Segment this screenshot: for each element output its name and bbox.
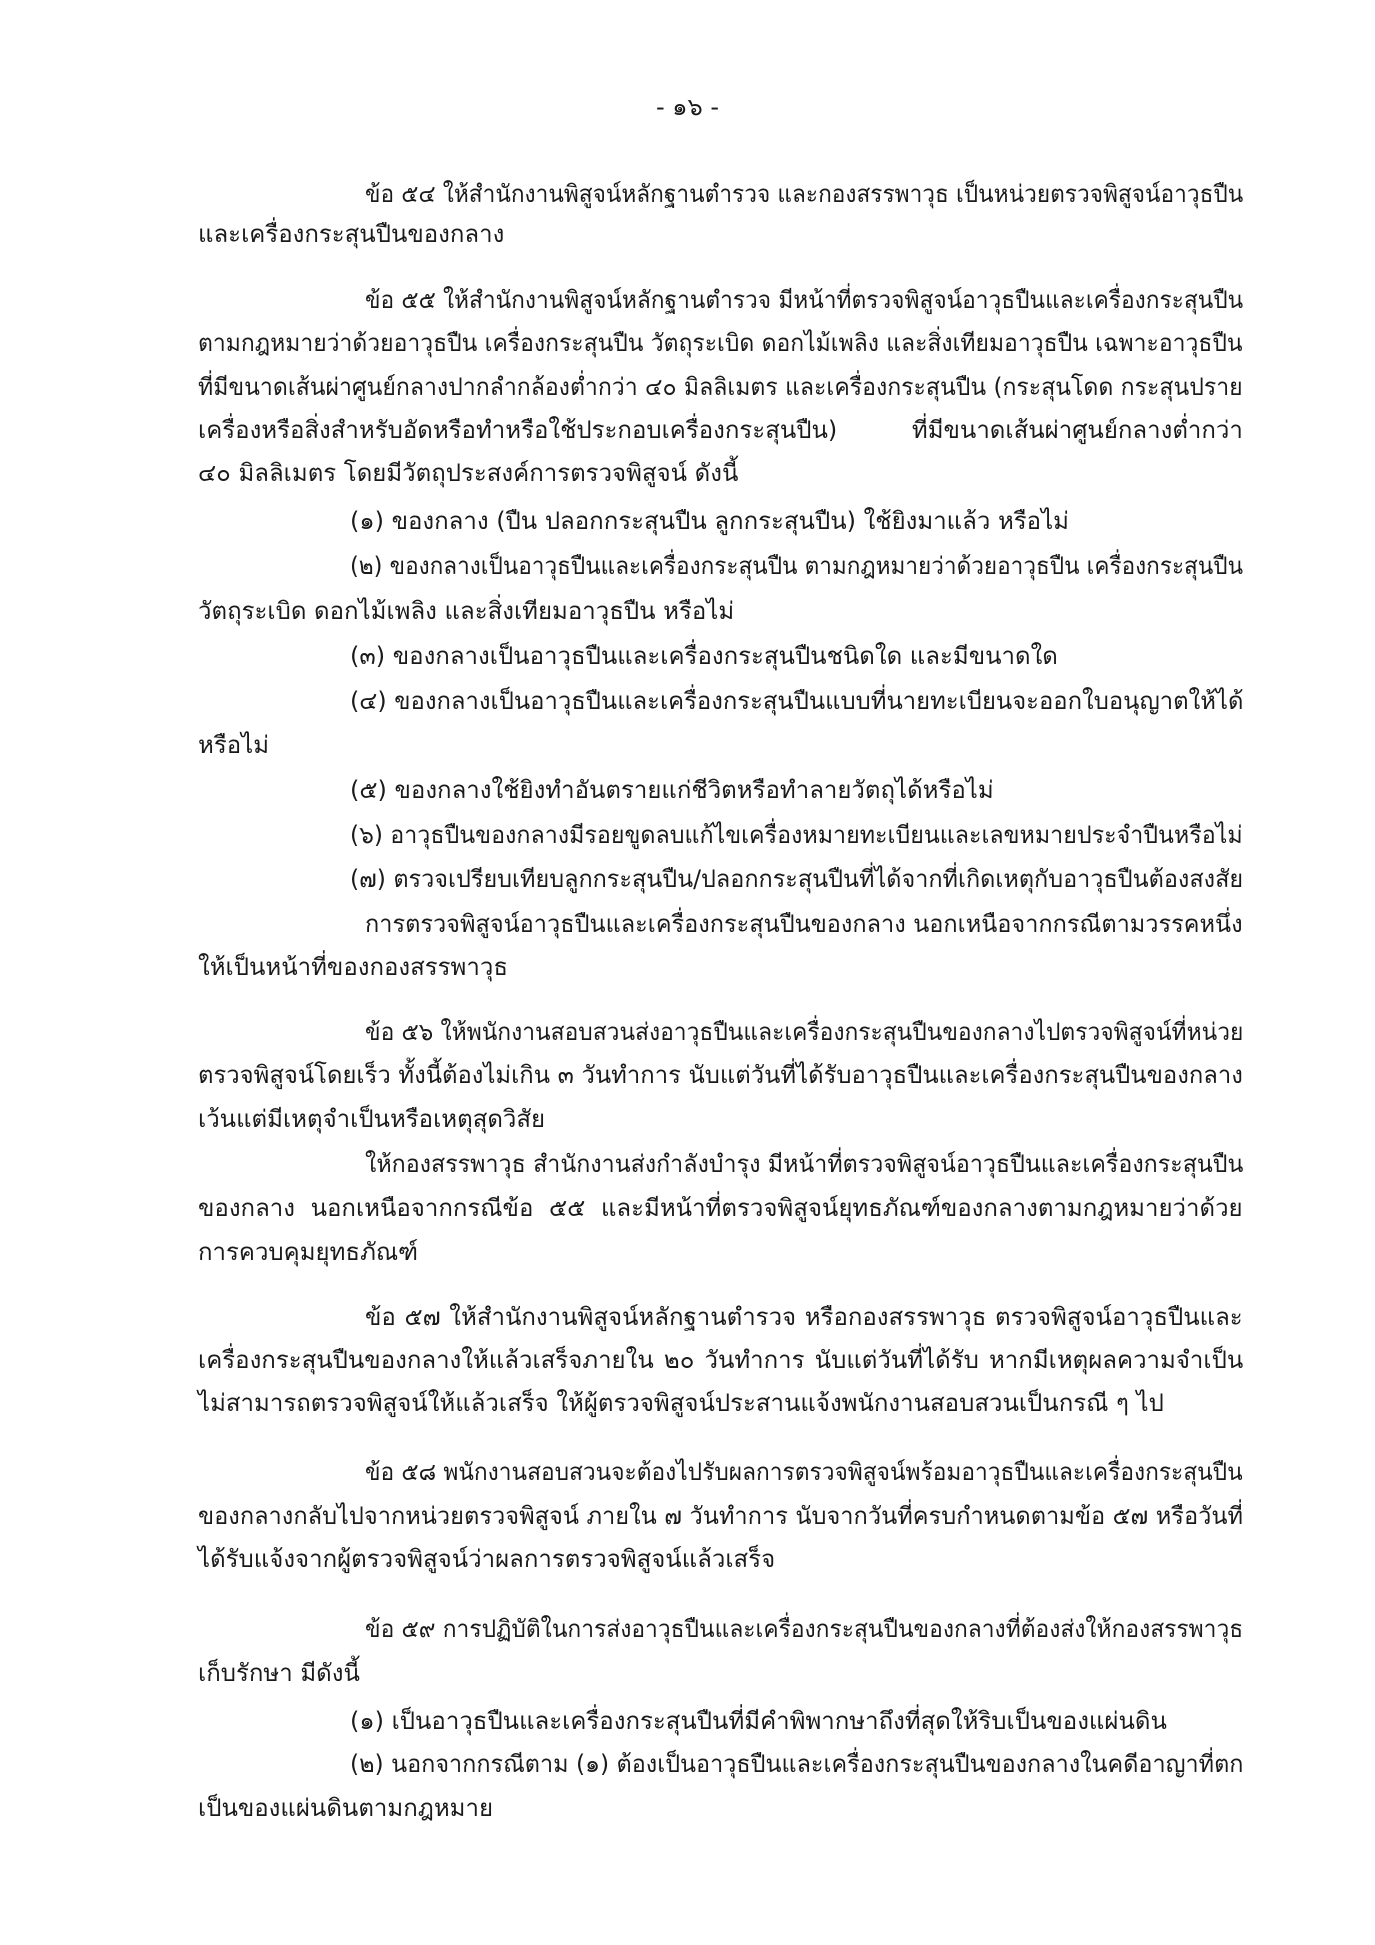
clause-56-line: ข้อ ๕๖ ให้พนักงานสอบสวนส่งอาวุธปืนและเครื่องกระสุนปืนของกลางไปตรวจพิสูจน์ที่หน่วย — [365, 1018, 1244, 1046]
clause-55-line: เครื่องหรือสิ่งสำหรับอัดหรือทำหรือใช้ประกอบเครื่องกระสุนปืน) ที่มีขนาดเส้นผ่าศูนย์กลางต่ำกว่า — [198, 416, 1243, 444]
clause-55-para2: การตรวจพิสูจน์อาวุธปืนและเครื่องกระสุนปืนของกลาง นอกเหนือจากกรณีตามวรรคหนึ่ง — [365, 910, 1243, 938]
clause-55-line: ตามกฎหมายว่าด้วยอาวุธปืน เครื่องกระสุนปืน วัตถุระเบิด ดอกไม้เพลิง และสิ่งเทียมอาวุธปืน เฉพาะอาวุธปืน — [198, 329, 1243, 357]
clause-55-para2: ให้เป็นหน้าที่ของกองสรรพาวุธ — [198, 953, 508, 981]
sub-item-5: (๕) ของกลางใช้ยิงทำอันตรายแก่ชีวิตหรือทำลายวัตถุได้หรือไม่ — [350, 776, 994, 804]
sub-item-4-cont: หรือไม่ — [198, 731, 270, 759]
clause-56-para2: ให้กองสรรพาวุธ สำนักงานส่งกำลังบำรุง มีหน้าที่ตรวจพิสูจน์อาวุธปืนและเครื่องกระสุนปืน — [365, 1150, 1244, 1178]
clause-55-line: ที่มีขนาดเส้นผ่าศูนย์กลางปากลำกล้องต่ำกว่า ๔๐ มิลลิเมตร และเครื่องกระสุนปืน (กระสุนโดด กระสุนปราย — [198, 373, 1243, 401]
sub-item-3: (๓) ของกลางเป็นอาวุธปืนและเครื่องกระสุนปืนชนิดใด และมีขนาดใด — [350, 642, 1058, 670]
sub-item-4: (๔) ของกลางเป็นอาวุธปืนและเครื่องกระสุนปืนแบบที่นายทะเบียนจะออกใบอนุญาตให้ได้ — [350, 687, 1244, 715]
page-number: - ๑๖ - — [655, 93, 720, 121]
clause-57-line: ข้อ ๕๗ ให้สำนักงานพิสูจน์หลักฐานตำรวจ หรือกองสรรพาวุธ ตรวจพิสูจน์อาวุธปืนและ — [365, 1303, 1243, 1331]
clause-58-line: ได้รับแจ้งจากผู้ตรวจพิสูจน์ว่าผลการตรวจพิสูจน์แล้วเสร็จ — [198, 1545, 776, 1573]
sub-item-1: (๑) ของกลาง (ปืน ปลอกกระสุนปืน ลูกกระสุนปืน) ใช้ยิงมาแล้ว หรือไม่ — [350, 507, 1069, 535]
sub-item-2: (๒) ของกลางเป็นอาวุธปืนและเครื่องกระสุนปืน ตามกฎหมายว่าด้วยอาวุธปืน เครื่องกระสุนปืน — [350, 552, 1243, 580]
clause-59-item-2-cont: เป็นของแผ่นดินตามกฎหมาย — [198, 1794, 494, 1822]
clause-57-line: เครื่องกระสุนปืนของกลางให้แล้วเสร็จภายใน ๒๐ วันทำการ นับแต่วันที่ได้รับ หากมีเหตุผลความจำเป็น — [198, 1346, 1244, 1374]
clause-56-line: ตรวจพิสูจน์โดยเร็ว ทั้งนี้ต้องไม่เกิน ๓ วันทำการ นับแต่วันที่ได้รับอาวุธปืนและเครื่องกระสุนปืนของกลาง — [198, 1061, 1243, 1089]
clause-59-item-1: (๑) เป็นอาวุธปืนและเครื่องกระสุนปืนที่มีคำพิพากษาถึงที่สุดให้ริบเป็นของแผ่นดิน — [350, 1707, 1167, 1735]
clause-55-line: ๔๐ มิลลิเมตร โดยมีวัตถุประสงค์การตรวจพิสูจน์ ดังนี้ — [198, 459, 739, 487]
clause-56-line: เว้นแต่มีเหตุจำเป็นหรือเหตุสุดวิสัย — [198, 1105, 546, 1133]
clause-56-para2: การควบคุมยุทธภัณฑ์ — [198, 1238, 419, 1266]
clause-55-line: ข้อ ๕๕ ให้สำนักงานพิสูจน์หลักฐานตำรวจ มีหน้าที่ตรวจพิสูจน์อาวุธปืนและเครื่องกระสุนปืน — [365, 286, 1244, 314]
sub-item-7: (๗) ตรวจเปรียบเทียบลูกกระสุนปืน/ปลอกกระสุนปืนที่ได้จากที่เกิดเหตุกับอาวุธปืนต้องสงสัย — [350, 865, 1244, 893]
clause-59-item-2: (๒) นอกจากกรณีตาม (๑) ต้องเป็นอาวุธปืนและเครื่องกระสุนปืนของกลางในคดีอาญาที่ตก — [350, 1750, 1244, 1778]
clause-59-line: เก็บรักษา มีดังนี้ — [198, 1659, 360, 1687]
clause-57-line: ไม่สามารถตรวจพิสูจน์ให้แล้วเสร็จ ให้ผู้ตรวจพิสูจน์ประสานแจ้งพนักงานสอบสวนเป็นกรณี ๆ ไป — [198, 1389, 1164, 1417]
clause-58-line: ของกลางกลับไปจากหน่วยตรวจพิสูจน์ ภายใน ๗ วันทำการ นับจากวันที่ครบกำหนดตามข้อ ๕๗ หรือวันที่ — [198, 1502, 1244, 1530]
sub-item-6: (๖) อาวุธปืนของกลางมีรอยขูดลบแก้ไขเครื่องหมายทะเบียนและเลขหมายประจำปืนหรือไม่ — [350, 821, 1243, 849]
sub-item-2-cont: วัตถุระเบิด ดอกไม้เพลิง และสิ่งเทียมอาวุธปืน หรือไม่ — [198, 597, 735, 625]
clause-58-line: ข้อ ๕๘ พนักงานสอบสวนจะต้องไปรับผลการตรวจพิสูจน์พร้อมอาวุธปืนและเครื่องกระสุนปืน — [365, 1458, 1243, 1486]
clause-54-line: ข้อ ๕๔ ให้สำนักงานพิสูจน์หลักฐานตำรวจ และกองสรรพาวุธ เป็นหน่วยตรวจพิสูจน์อาวุธปืน — [365, 180, 1244, 208]
clause-56-para2: ของกลาง นอกเหนือจากกรณีข้อ ๕๕ และมีหน้าที่ตรวจพิสูจน์ยุทธภัณฑ์ของกลางตามกฎหมายว่าด้วย — [198, 1194, 1243, 1222]
clause-59-line: ข้อ ๕๙ การปฏิบัติในการส่งอาวุธปืนและเครื่องกระสุนปืนของกลางที่ต้องส่งให้กองสรรพาวุธ — [365, 1615, 1244, 1643]
clause-54-line: และเครื่องกระสุนปืนของกลาง — [198, 220, 505, 248]
